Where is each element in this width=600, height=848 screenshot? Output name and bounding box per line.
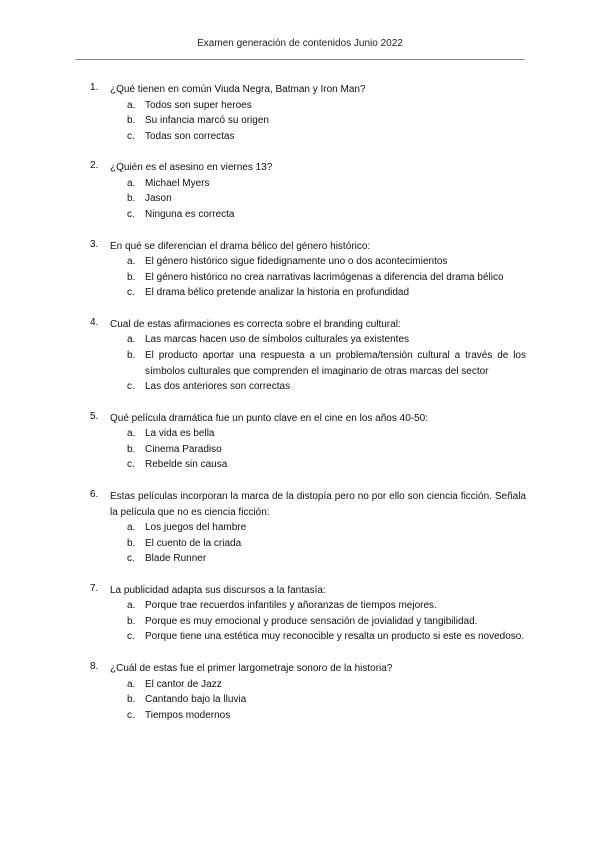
option-text: Jason [145,193,172,205]
question-number: 3. [90,238,99,250]
option-item [127,113,526,129]
option-letter: b. [127,193,136,205]
question-text: Qué película dramática fue un punto clave en el cine en los años 40-50: [110,412,428,424]
option-letter: b. [127,615,136,627]
question-list [90,82,526,739]
option-item [127,379,526,395]
question-item [90,160,526,222]
option-item [127,332,526,348]
option-text: Todos son super heroes [145,99,252,111]
question-item [90,583,526,645]
option-item [127,285,526,301]
option-list [127,426,526,473]
option-text: El cuento de la criada [145,537,242,549]
option-item [127,98,526,114]
question-text: Cual de estas afirmaciones es correcta sobre el branding cultural: [110,318,401,330]
option-text: La vida es bella [145,428,215,440]
header-divider [75,59,525,60]
option-letter: b. [127,115,136,127]
option-item [127,426,526,442]
option-item [127,614,526,630]
option-item [127,692,526,708]
option-list [127,520,526,567]
option-text: Rebelde sin causa [145,459,228,471]
option-text: Todas son correctas [145,130,235,142]
question-text: En qué se diferencian el drama bélico del género histórico: [110,240,371,252]
option-text: Blade Runner [145,553,207,565]
option-text: Cantando bajo la lluvia [145,694,247,706]
option-text: El género histórico sigue fidedignamente uno o dos acontecimientos [145,256,448,268]
question-number: 5. [90,410,99,422]
option-letter: a. [127,600,136,612]
option-text: El género histórico no crea narrativas lacrimógenas a diferencia del drama bélico [145,271,504,283]
page-header: Examen generación de contenidos Junio 2022 [197,38,403,49]
option-letter: b. [127,694,136,706]
question-text: ¿Cuál de estas fue el primer largometraje sonoro de la historia? [110,663,393,675]
option-text: Las marcas hacen uso de símbolos culturales ya existentes [145,334,410,346]
option-text: Ninguna es correcta [145,208,235,220]
option-item [127,520,526,536]
option-text: Porque es muy emocional y produce sensación de jovialidad y tangibilidad. [145,615,478,627]
option-text: Las dos anteriores son correctas [145,381,291,393]
option-item [127,708,526,724]
question-number: 1. [90,82,99,93]
option-letter: c. [127,631,135,643]
question-text: ¿Quién es el asesino en viernes 13? [110,162,273,174]
question-item [90,239,526,301]
option-text: Cinema Paradiso [145,443,222,455]
option-letter: a. [127,177,136,189]
option-letter: c. [127,208,135,220]
option-letter: a. [127,428,136,440]
question-number: 2. [90,160,99,172]
option-item [127,348,526,379]
question-number: 7. [90,582,99,594]
option-list [127,254,526,301]
option-list [127,677,526,724]
option-list [127,98,526,145]
question-text: ¿Qué tienen en común Viuda Negra, Batman y Iron Man? [110,84,366,95]
question-number: 4. [90,316,99,328]
option-list [127,332,526,394]
option-letter: a. [127,256,136,268]
question-number: 6. [90,489,99,500]
question-text: Estas películas incorporan la marca de la distopía pero no por ello son ciencia ficción. Señala la película que no es ciencia ficción: [110,491,526,518]
option-item [127,442,526,458]
option-text: Su infancia marcó su origen [145,115,269,127]
question-item [90,661,526,723]
question-text: La publicidad adapta sus discursos a la fantasía: [110,584,326,596]
option-text: Tiempos modernos [145,709,231,721]
option-letter: c. [127,553,135,565]
option-item [127,551,526,567]
option-letter: c. [127,287,135,299]
option-text: Michael Myers [145,177,210,189]
option-list [127,598,526,645]
option-letter: b. [127,443,136,455]
question-item [90,489,526,567]
option-text: El cantor de Jazz [145,678,222,690]
option-letter: a. [127,678,136,690]
option-letter: a. [127,334,136,346]
option-letter: b. [127,349,136,361]
question-item [90,317,526,395]
option-letter: b. [127,271,136,283]
option-text: El producto aportar una respuesta a un problema/tensión cultural a través de los símbolos culturales que comprenden el imaginario de otras marcas del sector [145,349,526,377]
option-letter: c. [127,709,135,721]
option-item [127,254,526,270]
option-item [127,207,526,223]
option-letter: a. [127,522,136,533]
option-text: Los juegos del hambre [145,522,247,533]
option-text: Porque tiene una estética muy reconocible y resalta un producto si este es novedoso. [145,631,525,643]
option-list [127,176,526,223]
option-item [127,629,526,645]
option-item [127,191,526,207]
option-letter: c. [127,130,135,142]
option-letter: a. [127,99,136,111]
option-text: Porque trae recuerdos infantiles y añoranzas de tiempos mejores. [145,600,437,612]
option-text: El drama bélico pretende analizar la historia en profundidad [145,287,410,299]
option-item [127,270,526,286]
question-item [90,411,526,473]
question-number: 8. [90,661,99,673]
question-item [90,82,526,144]
option-item [127,176,526,192]
option-item [127,457,526,473]
option-letter: b. [127,537,136,549]
option-letter: c. [127,459,135,471]
option-item [127,129,526,145]
option-item [127,536,526,552]
option-item [127,677,526,693]
option-letter: c. [127,381,135,393]
option-item [127,598,526,614]
